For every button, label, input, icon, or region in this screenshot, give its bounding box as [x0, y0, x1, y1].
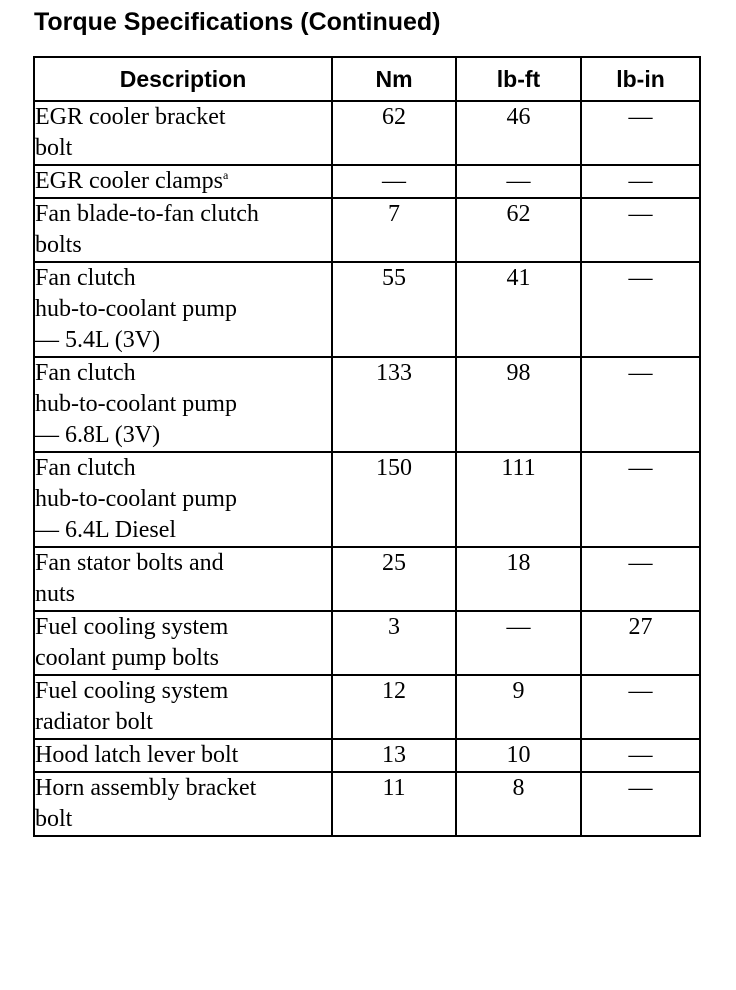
lb-in-cell: —: [581, 547, 700, 611]
table-row: [34, 547, 700, 611]
description-cell: [34, 357, 332, 452]
description-line: Fuel cooling system: [35, 678, 229, 704]
lb-ft-cell: 98: [456, 357, 581, 452]
nm-cell: 7: [332, 198, 456, 262]
table-row: [34, 198, 700, 262]
table-row: [34, 772, 700, 836]
description-line: hub-to-coolant pump: [35, 296, 237, 322]
description-line: hub-to-coolant pump: [35, 391, 237, 417]
nm-cell: —: [332, 165, 456, 198]
description-cell: [34, 165, 332, 198]
lb-ft-cell: 10: [456, 739, 581, 772]
table-body: [34, 101, 700, 836]
lb-in-cell: —: [581, 357, 700, 452]
description-line: Fan clutch: [35, 455, 136, 481]
description-line: Fuel cooling system: [35, 614, 229, 640]
lb-in-cell: —: [581, 452, 700, 547]
nm-cell: 12: [332, 675, 456, 739]
description-line: bolts: [35, 232, 82, 258]
table-row: [34, 165, 700, 198]
description-cell: [34, 198, 332, 262]
page-title: Torque Specifications (Continued): [34, 8, 441, 36]
nm-cell: 13: [332, 739, 456, 772]
lb-in-cell: 27: [581, 611, 700, 675]
nm-cell: 55: [332, 262, 456, 357]
description-line: — 5.4L (3V): [35, 327, 161, 353]
lb-in-cell: —: [581, 772, 700, 836]
nm-cell: 11: [332, 772, 456, 836]
description-line: EGR cooler bracket: [35, 104, 226, 130]
table-row: [34, 357, 700, 452]
nm-cell: 133: [332, 357, 456, 452]
description-cell: [34, 772, 332, 836]
table-row: [34, 739, 700, 772]
description-line: hub-to-coolant pump: [35, 486, 237, 512]
description-cell: [34, 452, 332, 547]
lb-in-cell: —: [581, 675, 700, 739]
lb-ft-cell: 18: [456, 547, 581, 611]
header-description: Description: [34, 57, 332, 101]
description-line: radiator bolt: [35, 709, 153, 735]
description-cell: [34, 739, 332, 772]
table-row: [34, 675, 700, 739]
description-cell: [34, 611, 332, 675]
nm-cell: 25: [332, 547, 456, 611]
description-line: coolant pump bolts: [35, 645, 219, 671]
description-line: — 6.8L (3V): [35, 422, 161, 448]
header-lb-in: lb-in: [581, 57, 700, 101]
lb-ft-cell: 62: [456, 198, 581, 262]
description-line: bolt: [35, 806, 73, 832]
lb-in-cell: —: [581, 262, 700, 357]
description-line: bolt: [35, 135, 73, 161]
lb-ft-cell: 41: [456, 262, 581, 357]
description-cell: [34, 262, 332, 357]
description-cell: [34, 675, 332, 739]
description-line: Fan clutch: [35, 360, 136, 386]
lb-ft-cell: 9: [456, 675, 581, 739]
nm-cell: 3: [332, 611, 456, 675]
header-lb-ft: lb-ft: [456, 57, 581, 101]
table-row: [34, 611, 700, 675]
table-row: [34, 262, 700, 357]
description-line: nuts: [35, 581, 76, 607]
lb-ft-cell: —: [456, 165, 581, 198]
lb-ft-cell: —: [456, 611, 581, 675]
footnote-marker: a: [222, 168, 229, 182]
table-row: [34, 452, 700, 547]
description-line: Horn assembly bracket: [35, 775, 257, 801]
lb-ft-cell: 111: [456, 452, 581, 547]
description-line: Fan stator bolts and: [35, 550, 224, 576]
header-nm: Nm: [332, 57, 456, 101]
lb-in-cell: —: [581, 101, 700, 165]
lb-in-cell: —: [581, 198, 700, 262]
description-line: EGR cooler clamps$^a$: [35, 168, 229, 194]
description-line: Fan clutch: [35, 265, 136, 291]
lb-in-cell: —: [581, 739, 700, 772]
nm-cell: 150: [332, 452, 456, 547]
torque-table: [33, 56, 701, 837]
table-row: [34, 101, 700, 165]
description-line: Fan blade-to-fan clutch: [35, 201, 259, 227]
description-cell: [34, 101, 332, 165]
description-line: Hood latch lever bolt: [35, 742, 239, 768]
description-cell: [34, 547, 332, 611]
lb-ft-cell: 8: [456, 772, 581, 836]
lb-in-cell: —: [581, 165, 700, 198]
lb-ft-cell: 46: [456, 101, 581, 165]
table-header-row: [34, 57, 700, 101]
description-line: — 6.4L Diesel: [35, 517, 177, 543]
nm-cell: 62: [332, 101, 456, 165]
